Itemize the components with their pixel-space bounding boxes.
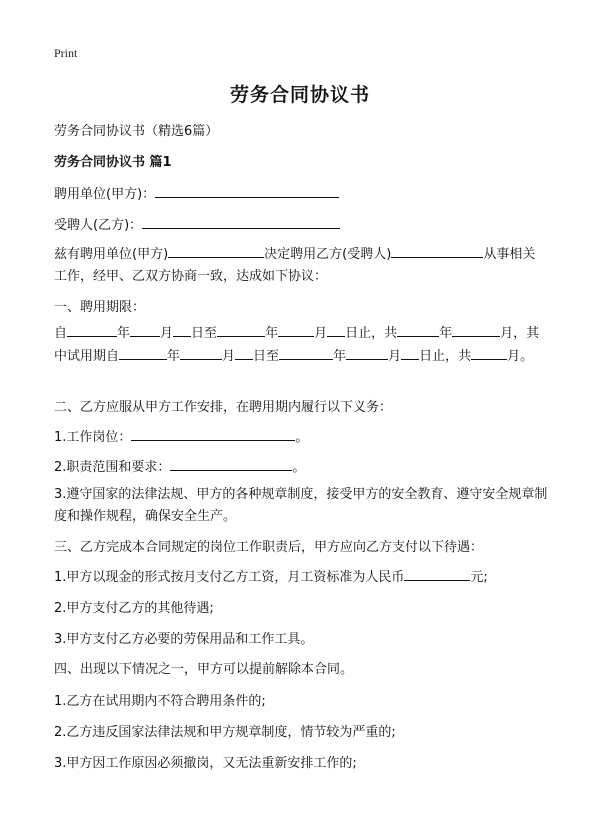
clause2-item3: 3.遵守国家的法律法规、甲方的各种规章制度，接受甲方的安全教育、遵守安全规章制度和操作规程，确保安全生产。 <box>54 487 548 524</box>
term-text: 年 <box>167 349 181 364</box>
term-blank <box>452 322 500 337</box>
term-text: 月。 <box>507 349 534 364</box>
term-text: 自 <box>54 326 68 341</box>
term-text: 月 <box>314 326 328 341</box>
intro-paragraph <box>54 243 548 288</box>
term-blank <box>119 345 167 360</box>
employer-blank <box>155 183 339 198</box>
clause2-item2 <box>54 456 305 475</box>
term-blank <box>130 322 160 337</box>
term-blank <box>180 345 222 360</box>
term-blank <box>346 345 388 360</box>
intro-text-2: 决定聘用乙方(受聘人) <box>264 247 392 262</box>
term-text: 月 <box>388 349 402 364</box>
term-text: 年 <box>265 326 279 341</box>
term-blank <box>401 345 419 360</box>
term-blank <box>397 322 439 337</box>
clause3-item2: 2.甲方支付乙方的其他待遇; <box>54 601 214 616</box>
period: 。 <box>295 430 309 445</box>
term-paragraph <box>54 322 548 368</box>
print-label[interactable]: Print <box>54 46 78 60</box>
clause3-heading: 三、乙方完成本合同规定的岗位工作职责后，甲方应向乙方支付以下待遇： <box>54 540 484 555</box>
clause4-item2: 2.乙方违反国家法律法规和甲方规章制度，情节较为严重的; <box>54 725 396 740</box>
clause2-item1 <box>54 426 308 445</box>
section-heading: 劳务合同协议书 篇1 <box>54 155 172 170</box>
term-blank <box>327 322 345 337</box>
intro-text-1: 兹有聘用单位(甲方) <box>54 247 169 262</box>
term-text: 月 <box>160 326 174 341</box>
clause3-item3: 3.甲方支付乙方必要的劳保用品和工作工具。 <box>54 632 314 647</box>
period: 。 <box>292 460 306 475</box>
intro-blank-2 <box>391 243 483 258</box>
term-blank <box>278 322 314 337</box>
employee-blank <box>142 214 340 229</box>
document-subtitle: 劳务合同协议书（精选6篇） <box>54 124 219 139</box>
clause4-item1: 1.乙方在试用期内不符合聘用条件的; <box>54 694 266 709</box>
employee-label: 受聘人(乙方)： <box>54 218 143 233</box>
term-blank <box>217 322 265 337</box>
term-text: 年 <box>439 326 453 341</box>
term-blank <box>235 345 253 360</box>
clause3-item1-unit: 元; <box>470 570 488 585</box>
salary-blank <box>404 566 470 581</box>
employer-line <box>54 183 339 202</box>
clause2-item2-label: 2.职责范围和要求： <box>54 460 171 475</box>
employee-line <box>54 214 340 233</box>
clause2-heading: 二、乙方应服从甲方工作安排，在聘用期内履行以下义务： <box>54 400 393 415</box>
position-blank <box>131 426 295 441</box>
clause1-heading: 一、聘用期限： <box>54 300 146 315</box>
clause4-item3: 3.甲方因工作原因必须撤岗，又无法重新安排工作的; <box>54 756 357 771</box>
clause3-item1 <box>54 566 488 585</box>
term-text: 月 <box>222 349 236 364</box>
term-text: 日止，共 <box>345 326 398 341</box>
document-title: 劳务合同协议书 <box>229 84 370 106</box>
term-text: 年 <box>117 326 131 341</box>
clause3-item1-text: 1.甲方以现金的形式按月支付乙方工资，月工资标准为人民币 <box>54 570 405 585</box>
term-blank <box>471 345 507 360</box>
intro-blank-1 <box>168 243 264 258</box>
term-blank <box>173 322 191 337</box>
clause4-heading: 四、出现以下情况之一，甲方可以提前解除本合同。 <box>54 662 354 677</box>
employer-label: 聘用单位(甲方)： <box>54 187 156 202</box>
term-blank <box>279 345 333 360</box>
clause2-item1-label: 1.工作岗位： <box>54 430 132 445</box>
term-text: 日止，共 <box>419 349 472 364</box>
duties-blank <box>170 456 292 471</box>
term-text: 月，其中试用期自 <box>54 326 540 364</box>
term-blank <box>67 322 117 337</box>
intro-text-3: 从事相关工作，经甲、乙双方协商一致，达成如下协议： <box>54 247 536 284</box>
term-text: 日至 <box>191 326 218 341</box>
term-text: 日至 <box>253 349 280 364</box>
term-text: 年 <box>333 349 347 364</box>
